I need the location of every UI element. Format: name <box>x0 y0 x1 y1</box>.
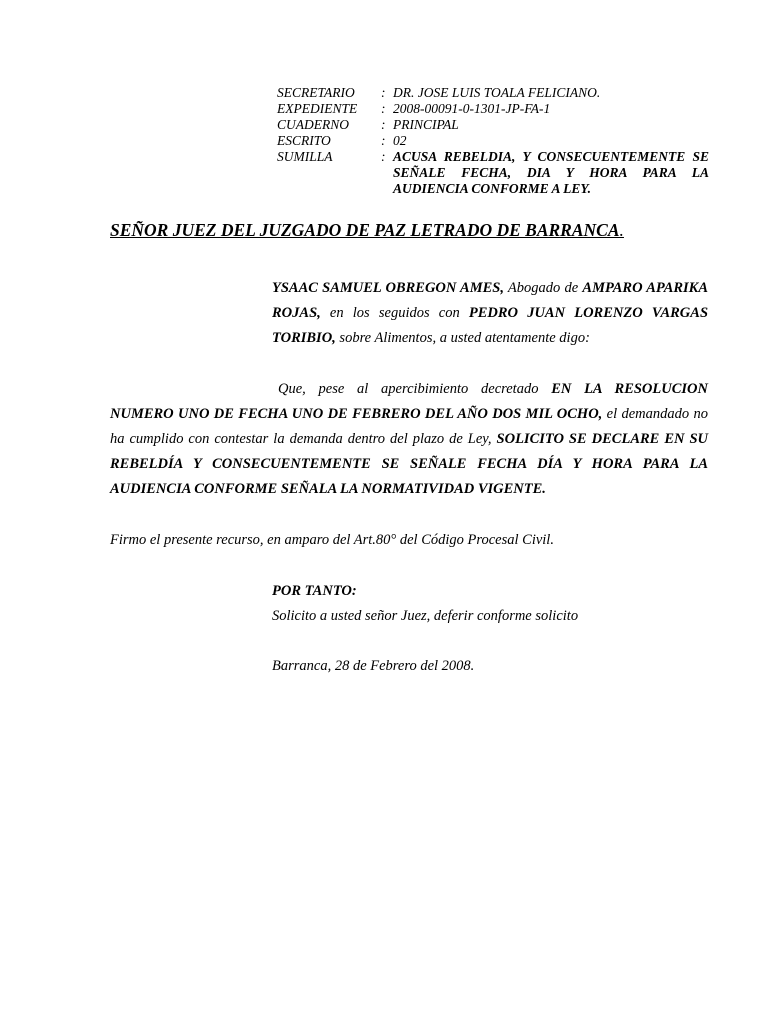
intro-paragraph <box>272 276 708 351</box>
intro-text: sobre Alimentos, a usted atentamente digo: <box>335 330 590 346</box>
info-value: ACUSA REBELDIA, Y CONSECUENTEMENTE SE SEÑALE FECHA, DIA Y HORA PARA LA AUDIENCIA CONFORME A LEY. <box>393 149 709 196</box>
info-value: DR. JOSE LUIS TOALA FELICIANO. <box>393 85 601 100</box>
info-row-sumilla <box>277 149 709 197</box>
lawyer-name: YSAAC SAMUEL OBREGON AMES, <box>272 280 504 296</box>
info-row-secretario <box>277 85 709 101</box>
info-label: ESCRITO <box>277 133 331 148</box>
addressee-heading <box>110 220 710 241</box>
por-tanto-title: POR TANTO: <box>272 583 357 599</box>
date-line: Barranca, 28 de Febrero del 2008. <box>272 658 475 674</box>
por-tanto-text: Solicito a usted señor Juez, deferir conforme solicito <box>272 608 579 624</box>
info-row-expediente <box>277 101 709 117</box>
intro-text: en los seguidos con <box>320 305 469 321</box>
info-colon: : <box>381 117 386 132</box>
info-row-escrito <box>277 133 709 149</box>
info-row-cuaderno <box>277 117 709 133</box>
resolution-reference: EN LA RESOLUCION NUMERO UNO DE FECHA UNO DE FEBRERO DEL AÑO DOS MIL OCHO, <box>110 381 708 422</box>
main-paragraph <box>110 377 708 502</box>
info-value: 2008-00091-0-1301-JP-FA-1 <box>393 101 551 116</box>
body-text: Que, pese al apercibimiento decretado <box>278 381 552 397</box>
request-text: SOLICITO SE DECLARE EN SU REBELDÍA Y CONSECUENTEMENTE SE SEÑALE FECHA DÍA Y HORA PARA LA AUDIENCIA CONFORME SEÑALA LA NORMATIVIDAD VIGENTE. <box>110 431 708 497</box>
info-label: SECRETARIO <box>277 85 355 100</box>
info-value: 02 <box>393 133 407 148</box>
client-name: AMPARO APARIKA ROJAS, <box>272 280 709 321</box>
info-colon: : <box>381 149 386 164</box>
heading-dot: . <box>619 220 624 240</box>
info-label: SUMILLA <box>277 149 333 164</box>
defendant-name: PEDRO JUAN LORENZO VARGAS TORIBIO, <box>272 305 709 346</box>
info-label: CUADERNO <box>277 117 349 132</box>
case-info-block <box>277 85 709 197</box>
legal-basis-paragraph: Firmo el presente recurso, en amparo del Art.80° del Código Procesal Civil. <box>110 532 554 548</box>
heading-text: SEÑOR JUEZ DEL JUZGADO DE PAZ LETRADO DE BARRANCA <box>110 220 620 240</box>
info-colon: : <box>381 101 386 116</box>
info-label: EXPEDIENTE <box>277 101 358 116</box>
info-colon: : <box>381 133 386 148</box>
body-text: el demandado no ha cumplido con contestar la demanda dentro del plazo de Ley, <box>110 406 708 447</box>
info-value: PRINCIPAL <box>393 117 459 132</box>
intro-text: Abogado de <box>503 280 583 296</box>
info-colon: : <box>381 85 386 100</box>
